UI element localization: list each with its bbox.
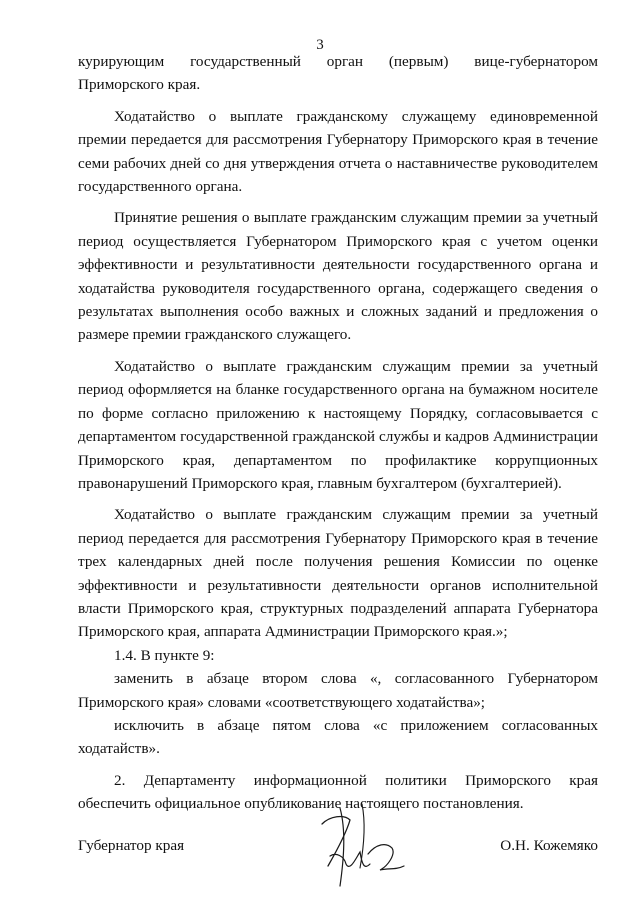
signer-title: Губернатор края	[78, 837, 185, 854]
document-body	[78, 50, 598, 816]
paragraph-continuation: курирующим государственный орган (первым) вице-губернатором Приморского края.	[78, 53, 598, 94]
paragraph-exclude-words: исключить в абзаце пятом слова «с приложением согласованных ходатайств».	[78, 716, 598, 758]
paragraph-bonus-decision: Принятие решения о выплате гражданским служащим премии за учетный период осуществляется Губернатором Приморского края с учетом оценки эффективности и результативности деятельности государственного органа и ходатайства руководителя государственного органа, содержащего сведения о результатах выполнения особо важных и сложных заданий и предложения о размере премии гражданского служащего.	[78, 209, 598, 344]
handwritten-signature	[300, 794, 410, 894]
paragraph-petition-submission: Ходатайство о выплате гражданским служащим премии за учетный период передается для рассмотрения Губернатору Приморского края в течение трех календарных дней после получения решения Комиссии по оценке эффективности и результативности деятельности органов исполнительной власти Приморского края, структурных подразделений аппарата Губернатора Приморского края, аппарата Администрации Приморского края.»;	[78, 506, 598, 641]
paragraph-replace-words: заменить в абзаце втором слова «, согласованного Губернатором Приморского края» словами «соответствующего ходатайства»;	[78, 670, 598, 711]
paragraph-petition-form: Ходатайство о выплате гражданским служащим премии за учетный период оформляется на бланке государственного органа на бумажном носителе по форме согласно приложению к настоящему Порядку, согласовывается с департаментом государственной гражданской службы и кадров Администрации Приморского края, департаментом по профилактике коррупционных правонарушений Приморского края, главным бухгалтером (бухгалтерией).	[78, 357, 598, 492]
page-number: 3	[316, 37, 324, 53]
paragraph-point-1-4: 1.4. В пункте 9:	[114, 646, 215, 664]
paragraph-one-time-bonus-petition: Ходатайство о выплате гражданскому служащему единовременной премии передается для рассмотрения Губернатору Приморского края в течение семи рабочих дней со дня утверждения отчета о наставничестве руководителем государственного органа.	[78, 107, 598, 196]
signer-name: О.Н. Кожемяко	[500, 837, 598, 854]
paragraph-point-2: 2. Департаменту информационной политики Приморского края обеспечить официальное опубликование настоящего постановления.	[78, 771, 598, 813]
